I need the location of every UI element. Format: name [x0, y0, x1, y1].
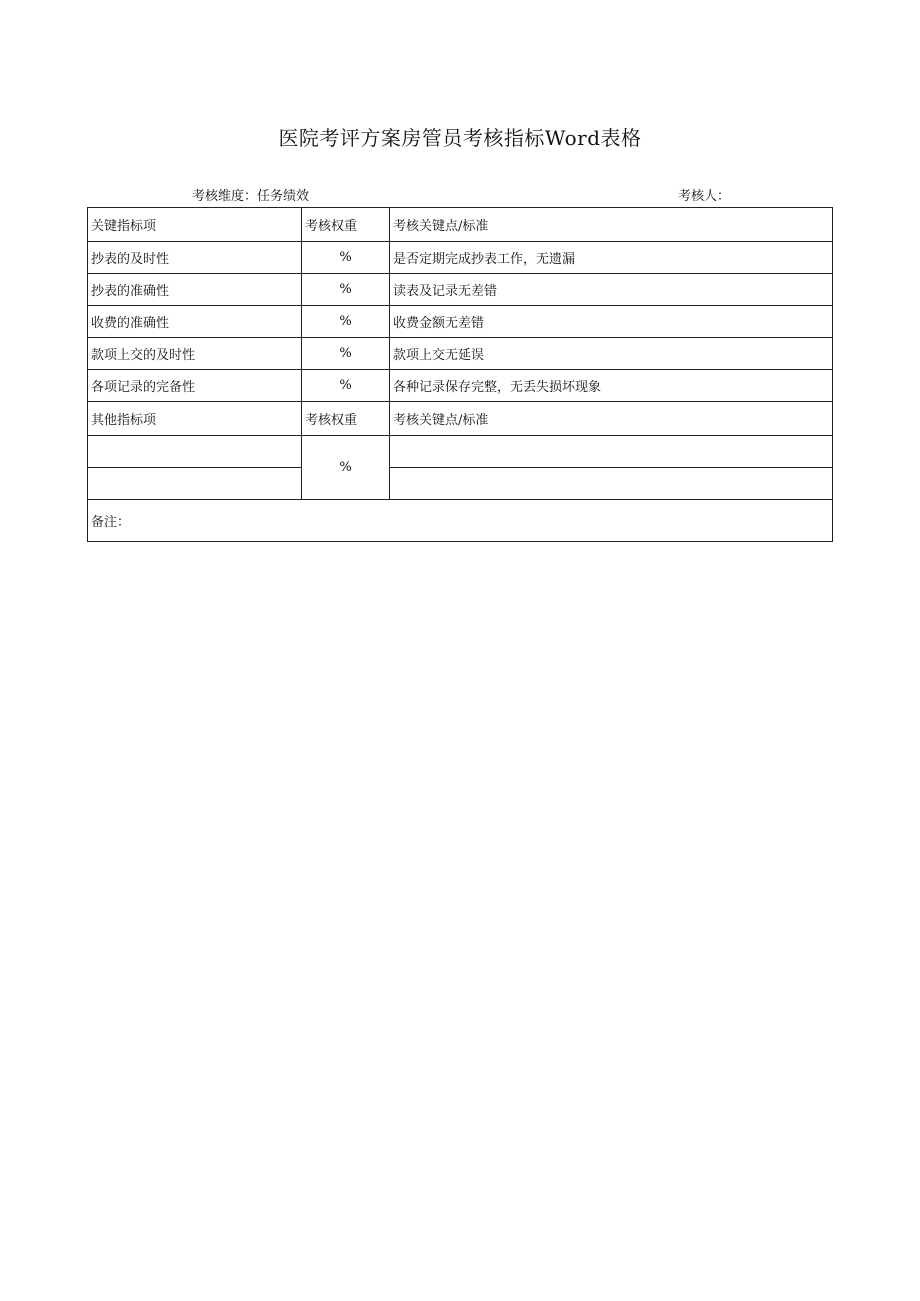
- note-row: [88, 500, 833, 542]
- header-standard: 考核关键点/标准: [390, 208, 833, 242]
- other-standard-cell: [390, 436, 833, 468]
- row-standard: 收费金额无差错: [390, 306, 833, 338]
- page-title: 医院考评方案房管员考核指标Word表格: [278, 126, 642, 150]
- row-standard: 各种记录保存完整，无丢失损坏现象: [390, 370, 833, 402]
- assessor-label: 考核人：: [678, 189, 731, 204]
- table-row: [88, 242, 833, 274]
- other-item-cell: [88, 468, 302, 500]
- header-other-standard: 考核关键点/标准: [390, 402, 833, 436]
- other-row: [88, 436, 833, 468]
- dimension-label: 考核维度：任务绩效: [192, 189, 310, 204]
- row-weight: %: [302, 274, 390, 306]
- header-other-item: 其他指标项: [88, 402, 302, 436]
- row-weight: %: [302, 338, 390, 370]
- row-standard: 读表及记录无差错: [390, 274, 833, 306]
- row-weight: %: [302, 242, 390, 274]
- other-row: [88, 468, 833, 500]
- header-other-weight: 考核权重: [302, 402, 390, 436]
- row-standard: 是否定期完成抄表工作，无遗漏: [390, 242, 833, 274]
- table-row: [88, 274, 833, 306]
- kpi-table: [87, 207, 833, 542]
- other-item-cell: [88, 436, 302, 468]
- header-key-item: 关键指标项: [88, 208, 302, 242]
- row-item: 抄表的准确性: [88, 274, 302, 306]
- header-weight: 考核权重: [302, 208, 390, 242]
- table-row: [88, 370, 833, 402]
- row-item: 收费的准确性: [88, 306, 302, 338]
- row-weight: %: [302, 370, 390, 402]
- row-weight: %: [302, 306, 390, 338]
- note-label: 备注：: [88, 500, 833, 542]
- row-item: 各项记录的完备性: [88, 370, 302, 402]
- other-weight: %: [302, 436, 390, 500]
- other-standard-cell: [390, 468, 833, 500]
- row-standard: 款项上交无延误: [390, 338, 833, 370]
- other-header-row: [88, 402, 833, 436]
- table-row: [88, 338, 833, 370]
- row-item: 款项上交的及时性: [88, 338, 302, 370]
- table-header-row: [88, 208, 833, 242]
- row-item: 抄表的及时性: [88, 242, 302, 274]
- table-row: [88, 306, 833, 338]
